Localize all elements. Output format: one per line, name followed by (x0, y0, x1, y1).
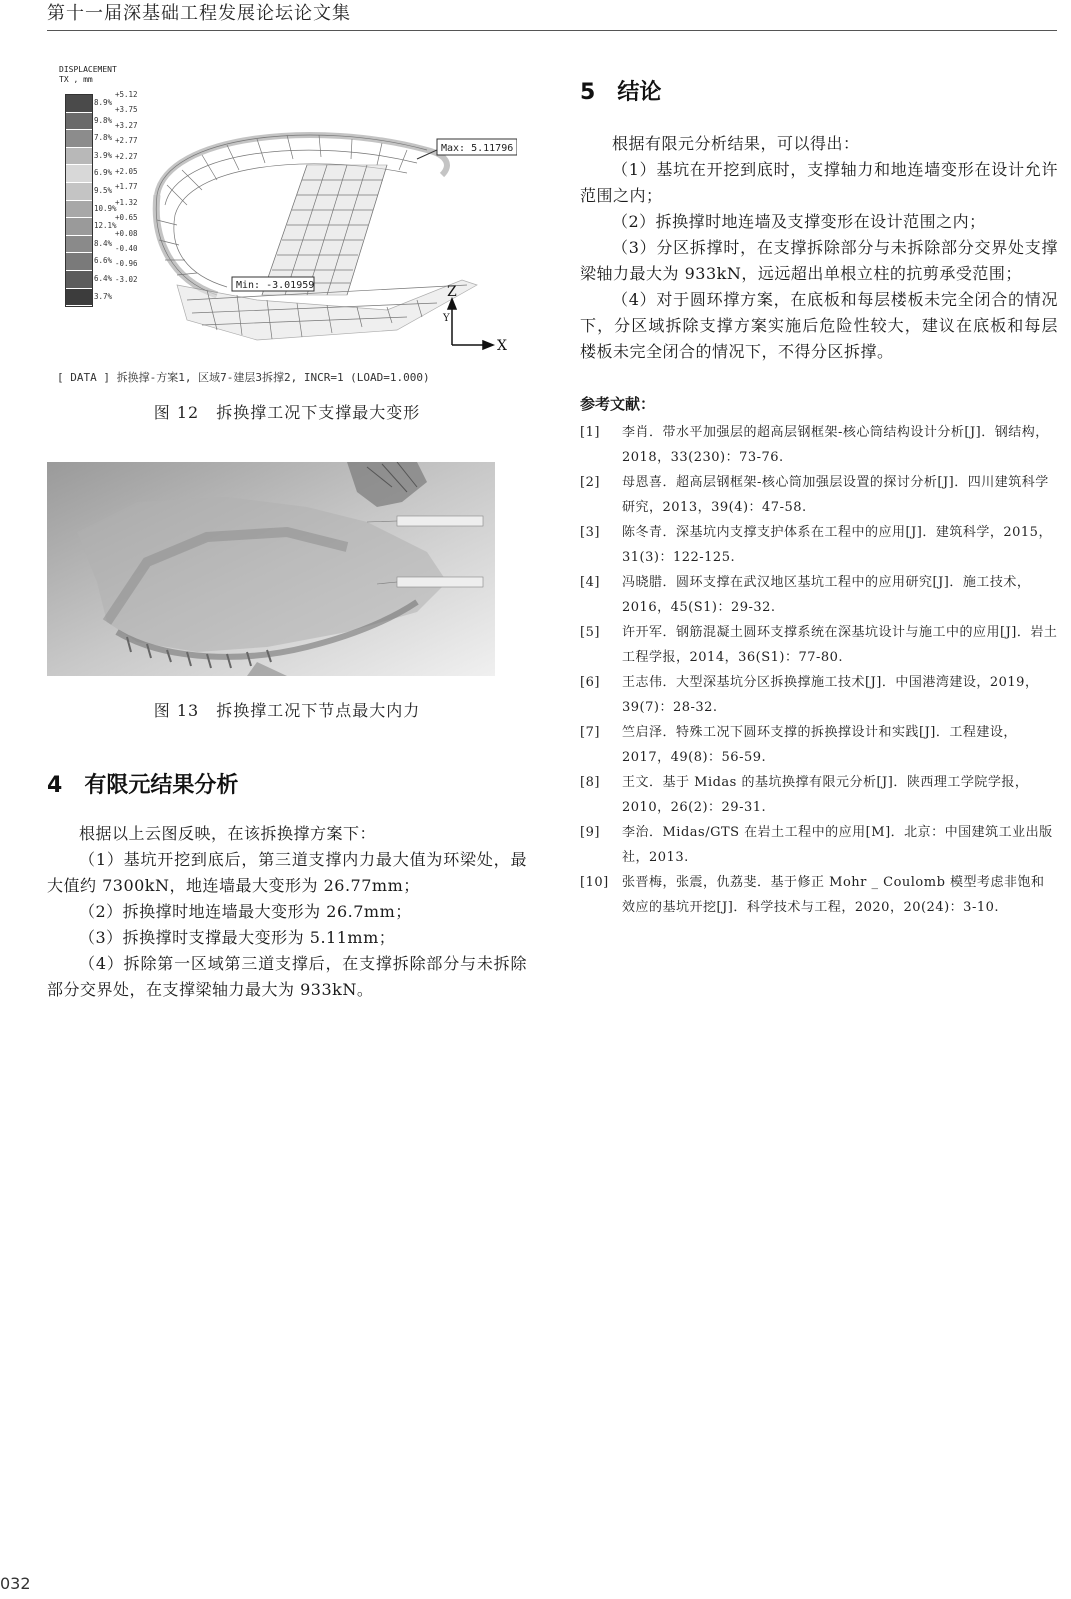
page-number: 032 (0, 1574, 31, 1593)
legend-percent: 10.9% (94, 203, 117, 213)
legend-percent: 3.7% (94, 291, 113, 301)
legend-value: +2.05 (115, 166, 138, 176)
reference-item (580, 520, 1058, 570)
reference-text: 母恩喜．超高层钢框架-核心筒加强层设置的探讨分析[J]．四川建筑科学研究，2013，39(4)：47-58. (622, 475, 1049, 515)
running-header: 第十一届深基础工程发展论坛论文集 (47, 0, 1057, 31)
reference-number: [3] (580, 525, 600, 540)
reference-number: [6] (580, 675, 600, 690)
figure-12 (57, 55, 517, 400)
paragraph: （3）拆换撑时支撑最大变形为 5.11mm； (79, 928, 396, 947)
legend-percent: 6.6% (94, 256, 113, 266)
reference-item (580, 870, 1058, 920)
reference-item (580, 670, 1058, 720)
reference-text: 许开军．钢筋混凝土圆环支撑系统在深基坑设计与施工中的应用[J]．岩土工程学报，2014，36(S1)：77-80. (622, 625, 1058, 665)
svg-text:Max: 5.11796: Max: 5.11796 (441, 143, 514, 154)
paragraph: （1）基坑开挖到底后，第三道支撑内力最大值为环梁处，最大值约 7300kN，地连墙最大变形为 26.77mm； (47, 850, 527, 895)
reference-item (580, 570, 1058, 620)
reference-text: 竺启泽．特殊工况下圆环支撑的拆换撑设计和实践[J]．工程建设，2017，49(8)：56-59. (622, 725, 1017, 765)
legend-value: +2.27 (115, 151, 138, 161)
reference-number: [5] (580, 625, 600, 640)
legend-value: -0.96 (115, 259, 138, 269)
legend-value: +1.77 (115, 182, 138, 192)
reference-item (580, 620, 1058, 670)
min-marker (232, 277, 314, 291)
section-5-body (580, 131, 1058, 365)
legend-percent: 8.4% (94, 238, 113, 248)
reference-number: [4] (580, 575, 600, 590)
figure-13-caption: 图 13 拆换撑工况下节点最大内力 (153, 701, 421, 720)
legend-value: +3.27 (115, 120, 138, 130)
legend-title: DISPLACEMENT TX , mm (59, 65, 117, 84)
deformation-plot (57, 55, 517, 365)
legend-percent: 7.8% (94, 133, 113, 143)
section-5-heading: 5 结论 (580, 80, 662, 105)
legend-percent: 3.9% (94, 150, 113, 160)
legend-value: +0.08 (115, 228, 138, 238)
paragraph: 根据有限元分析结果，可以得出： (612, 134, 860, 153)
references-list (580, 420, 1058, 920)
figure-13 (47, 462, 495, 676)
section-4-heading: 4 有限元结果分析 (47, 773, 239, 798)
right-column (580, 75, 1058, 920)
legend-value: +3.75 (115, 105, 138, 115)
legend-percent: 9.5% (94, 185, 113, 195)
paragraph: （4）对于圆环撑方案，在底板和每层楼板未完全闭合的情况下，分区域拆除支撑方案实施后危险性较大，建议在底板和每层楼板未完全闭合的情况下，不得分区拆撑。 (580, 290, 1058, 361)
figure-12-footer: [ DATA ] 拆换撑-方案1, 区域7-建层3拆撑2, INCR=1 (LOAD=1.000) (57, 371, 430, 384)
reference-number: [8] (580, 775, 600, 790)
paragraph: （1）基坑在开挖到底时，支撑轴力和地连墙变形在设计允许范围之内； (580, 160, 1058, 205)
reference-number: [1] (580, 425, 600, 440)
reference-item (580, 720, 1058, 770)
legend-value: +1.32 (115, 197, 138, 207)
reference-item (580, 770, 1058, 820)
section-4-body (47, 821, 527, 1003)
legend-percent: 9.8% (94, 115, 113, 125)
reference-number: [7] (580, 725, 600, 740)
legend-value: -3.02 (115, 274, 138, 284)
figure-12-caption: 图 12 拆换撑工况下支撑最大变形 (153, 403, 421, 422)
reference-number: [10] (580, 875, 609, 890)
legend-value: -0.40 (115, 243, 138, 253)
reference-text: 陈冬青．深基坑内支撑支护体系在工程中的应用[J]．建筑科学，2015，31(3)：122-125. (622, 525, 1052, 565)
reference-item (580, 820, 1058, 870)
left-column (47, 55, 527, 1003)
legend-percent: 6.4% (94, 273, 113, 283)
legend-value: +5.12 (115, 90, 138, 99)
paragraph: （4）拆除第一区域第三道支撑后，在支撑拆除部分与未拆除部分交界处，在支撑梁轴力最大为 933kN。 (47, 954, 527, 999)
reference-text: 张晋梅，张震，仇荔斐．基于修正 Mohr _ Coulomb 模型考虑非饱和效应的基坑开挖[J]．科学技术与工程，2020，20(24)：3-10. (622, 875, 1045, 915)
legend-value: +0.65 (115, 213, 138, 223)
reference-number: [2] (580, 475, 600, 490)
reference-text: 李治．Midas/GTS 在岩土工程中的应用[M]．北京：中国建筑工业出版社，2013. (622, 825, 1053, 865)
reference-item (580, 420, 1058, 470)
paragraph: 根据以上云图反映，在该拆换撑方案下： (79, 824, 377, 843)
references-title: 参考文献： (580, 395, 656, 413)
svg-text:Z: Z (447, 284, 457, 300)
paragraph: （2）拆换撑时地连墙最大变形为 26.7mm； (79, 902, 412, 921)
legend-percent: 8.9% (94, 98, 113, 107)
reference-item (580, 470, 1058, 520)
reference-text: 李肖．带水平加强层的超高层钢框架-核心筒结构设计分析[J]．钢结构，2018，33(230)：73-76. (622, 425, 1049, 465)
axis-triad (442, 284, 507, 354)
reference-text: 王志伟．大型深基坑分区拆换撑施工技术[J]．中国港湾建设，2019，39(7)：28-32. (622, 675, 1039, 715)
svg-text:Y: Y (443, 313, 450, 324)
legend-percent: 6.9% (94, 168, 113, 178)
paragraph: （3）分区拆撑时，在支撑拆除部分与未拆除部分交界处支撑梁轴力最大为 933kN，远远超出单根立柱的抗剪承受范围； (580, 238, 1058, 283)
svg-text:X: X (497, 338, 507, 354)
reference-text: 王文．基于 Midas 的基坑换撑有限元分析[J]．陕西理工学院学报，2010，26(2)：29-31. (622, 775, 1029, 815)
paragraph: （2）拆换撑时地连墙及支撑变形在设计范围之内； (612, 212, 986, 231)
reference-number: [9] (580, 825, 600, 840)
reference-text: 冯晓腊．圆环支撑在武汉地区基坑工程中的应用研究[J]．施工技术，2016，45(S1)：29-32. (622, 575, 1031, 615)
legend-value: +2.77 (115, 136, 138, 146)
svg-text:Min: -3.01959: Min: -3.01959 (236, 280, 315, 291)
legend-percent: 12.1% (94, 221, 117, 231)
